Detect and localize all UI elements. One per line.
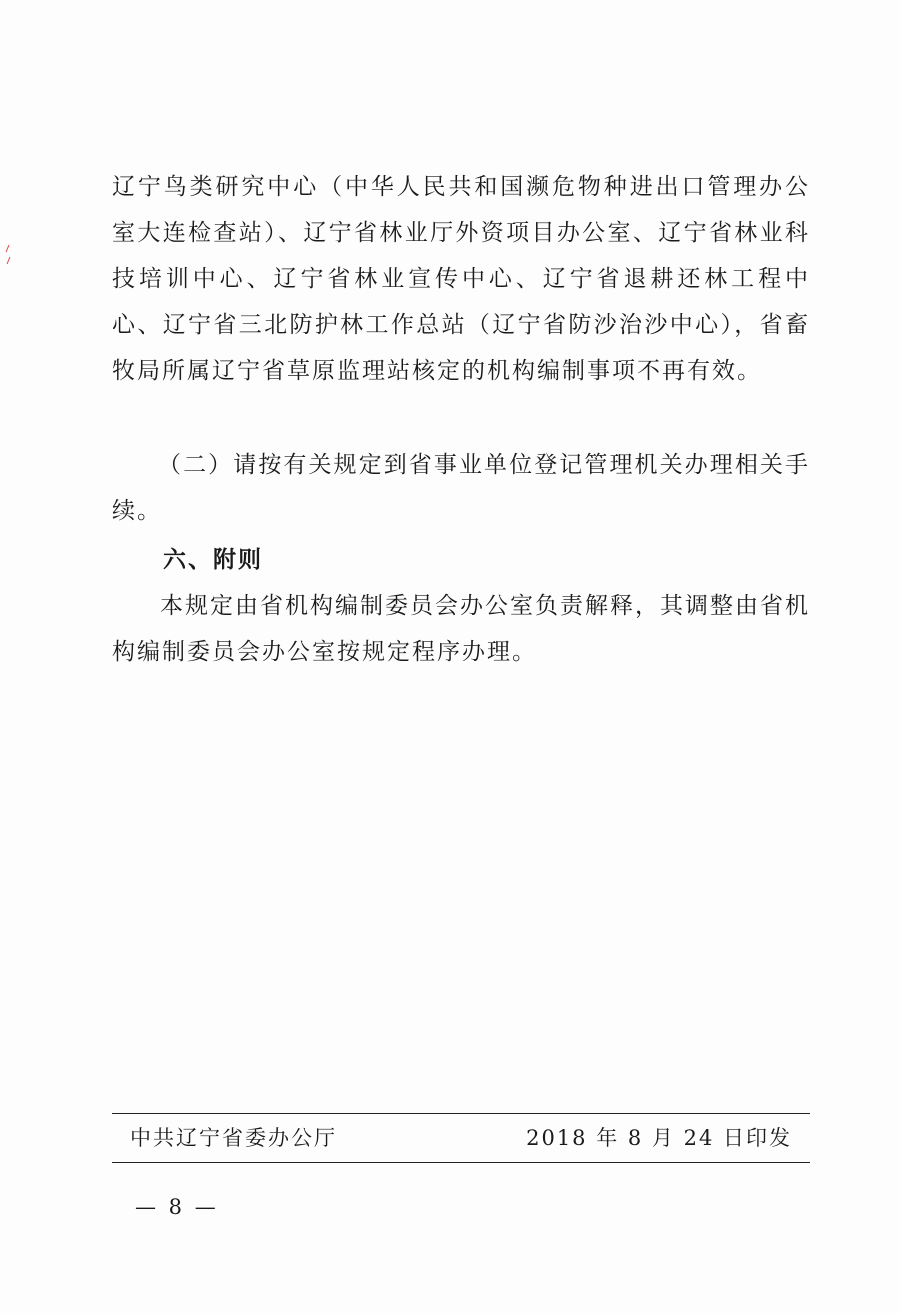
section-heading: 六、附则 <box>163 547 263 573</box>
issuer-label: 中共辽宁省委办公厅 <box>130 1126 337 1150</box>
footer-bottom-rule <box>112 1162 810 1163</box>
body-paragraph-1: 辽宁鸟类研究中心（中华人民共和国濒危物种进出口管理办公室大连检查站）、辽宁省林业厅外资项目办公室、辽宁省林业科技培训中心、辽宁省林业宣传中心、辽宁省退耕还林工程中心、辽宁省三北防护林工作总站（辽宁省防沙治沙中心），省畜牧局所属辽宁省草原监理站核定的机构编制事项不再有效。 <box>112 174 810 384</box>
body-paragraph-3: 本规定由省机构编制委员会办公室负责解释，其调整由省机构编制委员会办公室按规定程序办理。 <box>112 593 810 665</box>
page-number: — 8 — <box>135 1195 219 1219</box>
body-paragraph-2: （二）请按有关规定到省事业单位登记管理机关办理相关手续。 <box>112 452 810 524</box>
scan-mark-icon <box>3 244 13 266</box>
issue-date: 2018 年 8 月 24 日印发 <box>526 1126 792 1150</box>
footer-top-rule <box>112 1113 810 1114</box>
